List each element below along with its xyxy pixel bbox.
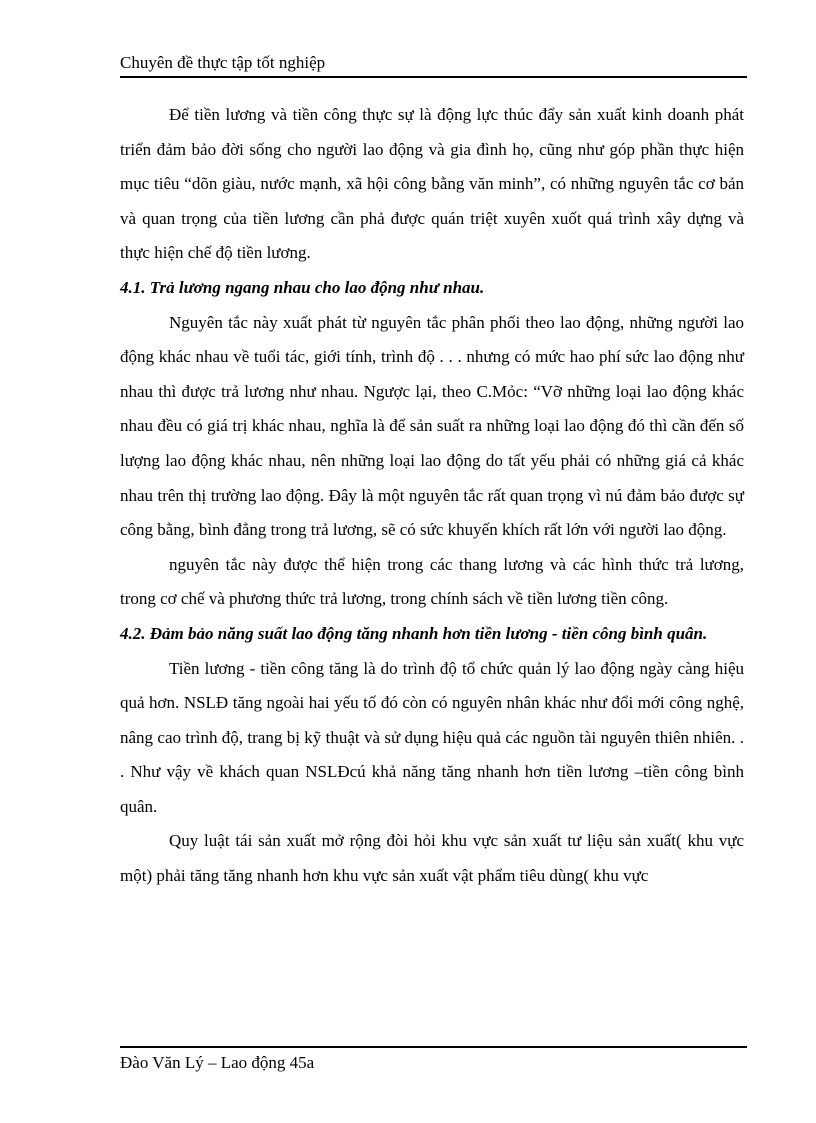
section-4-1-paragraph-2: nguyên tắc này được thể hiện trong các thang lương và các hình thức trả lương, trong cơ chế và phương thức trả lương, trong chính sách về tiền lương tiền công. bbox=[120, 554, 744, 609]
page-header bbox=[120, 52, 747, 78]
header-title: Chuyên đề thực tập tốt nghiệp bbox=[120, 53, 326, 72]
section-4-2-paragraph-1: Tiền lương - tiền công tăng là do trình độ tổ chức quản lý lao động ngày càng hiệu quả hơn. NSLĐ tăng ngoài hai yếu tố đó còn có nguyên nhân khác như đổi mới công nghệ, nâng cao trình độ, trang bị kỹ thuật và sử dụng hiệu quả các nguồn tài nguyên thiên nhiên. . . Như vậy về khách quan NSLĐcú khả năng tăng nhanh hơn tiền lương –tiền công bình quân. bbox=[120, 658, 744, 816]
page-footer bbox=[120, 1046, 747, 1074]
section-4-2-paragraph-2: Quy luật tái sản xuất mở rộng đòi hỏi khu vực sản xuất tư liệu sản xuất( khu vực một) phải tăng tăng nhanh hơn khu vực sản xuất vật phẩm tiêu dùng( khu vực bbox=[120, 831, 744, 886]
intro-paragraph: Để tiền lương và tiền công thực sự là động lực thúc đẩy sản xuất kinh doanh phát triển đảm bảo đời sống cho người lao động và gia đình họ, cũng như góp phần thực hiện mục tiêu “dõn giàu, nước mạnh, xã hội công bằng văn minh”, có những nguyên tắc cơ bản và quan trọng của tiền lương cần phả được quán triệt xuyên xuốt quá trình xây dựng và thực hiện chế độ tiền lương. bbox=[120, 105, 744, 263]
section-heading-4-2: 4.2. Đảm bảo năng suất lao động tăng nhanh hơn tiền lương - tiền công bình quân. bbox=[120, 623, 708, 643]
document-body bbox=[120, 98, 744, 894]
section-4-1-paragraph-1: Nguyên tắc này xuất phát từ nguyên tắc phân phối theo lao động, những người lao động khác nhau về tuổi tác, giới tính, trình độ . . . nhưng có mức hao phí sức lao động như nhau thì được trả lương như nhau. Ngược lại, theo C.Mỏc: “Vỡ những loại lao động khác nhau đều có giá trị khác nhau, nghĩa là để sản suất ra những loại lao động đó thì cần đến số lượng lao động khác nhau, nên những loại lao động do tất yếu phải có những giá cả khác nhau trên thị trường lao động. Đây là một nguyên tắc rất quan trọng vì nú đảm bảo được sự công bằng, bình đẳng trong trả lương, sẽ có sức khuyến khích rất lớn với người lao động. bbox=[120, 312, 744, 540]
footer-author: Đào Văn Lý – Lao động 45a bbox=[120, 1053, 315, 1072]
section-heading-4-1: 4.1. Trả lương ngang nhau cho lao động như nhau. bbox=[120, 277, 485, 297]
